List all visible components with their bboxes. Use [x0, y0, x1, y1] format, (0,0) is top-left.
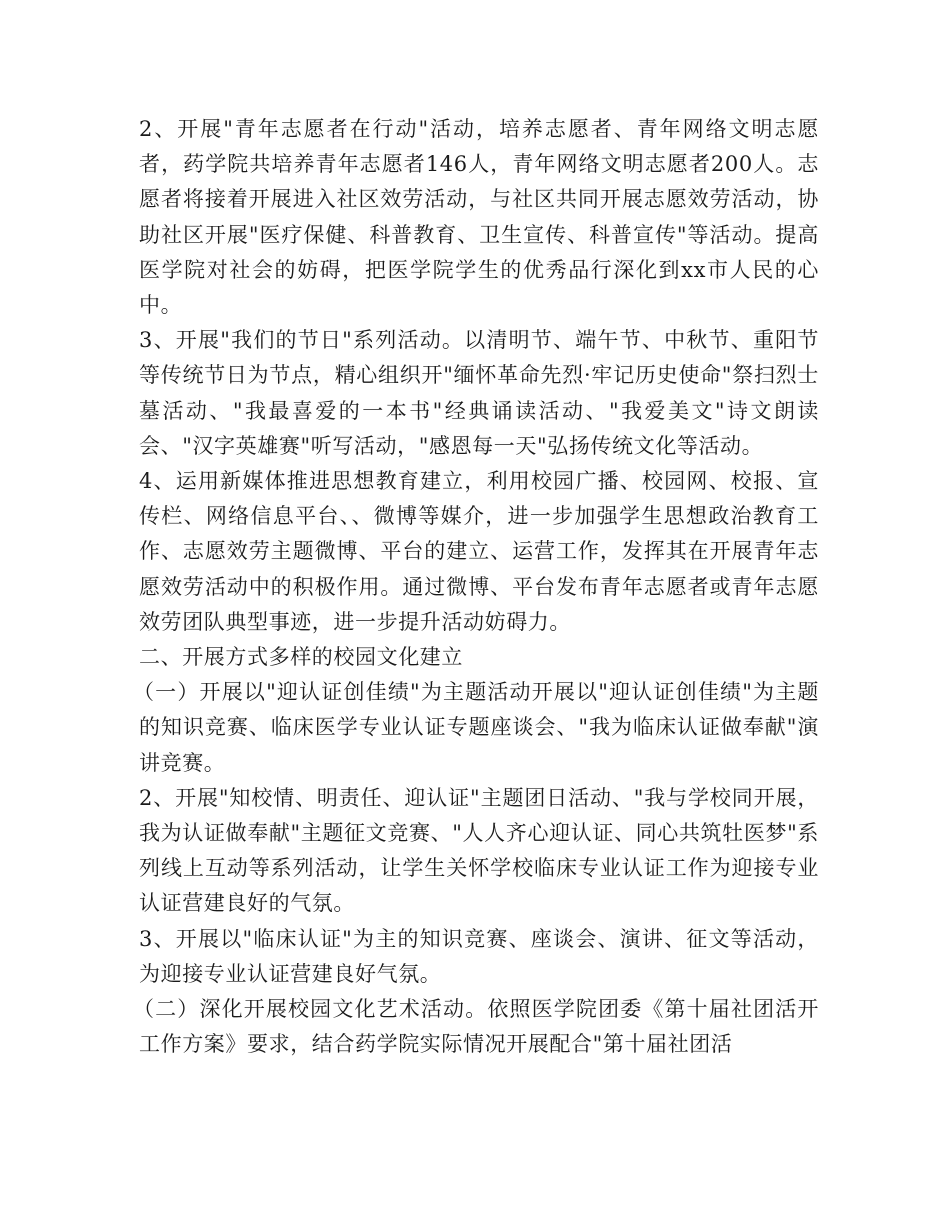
paragraph-our-festivals: 3、开展"我们的节日"系列活动。以清明节、端午节、中秋节、重阳节等传统节日为节点，精心组织开"缅怀革命先烈·牢记历史使命"祭扫烈士墓活动、"我最喜爱的一本书"经典诵读活动、"我爱美文"诗文朗读会、"汉字英雄赛"听写活动，"感恩每一天"弘扬传统文化等活动。: [139, 328, 819, 458]
paragraph-certification-theme: （一）开展以"迎认证创佳绩"为主题活动开展以"迎认证创佳绩"为主题的知识竞赛、临床医学专业认证专题座谈会、"我为临床认证做奉献"演讲竞赛。: [133, 680, 819, 775]
paragraph-clinical-certification: 3、开展以"临床认证"为主的知识竞赛、座谈会、演讲、征文等活动，为迎接专业认证营建良好气氛。: [139, 926, 819, 986]
paragraph-volunteer-action: 2、开展"青年志愿者在行动"活动，培养志愿者、青年网络文明志愿者，药学院共培养青年志愿者146人，青年网络文明志愿者200人。志愿者将接着开展进入社区效劳活动，与社区共同开展志愿效劳活动，协助社区开展"医疗保健、科普教育、卫生宣传、科普宣传"等活动。提高医学院对社会的妨碍，把医学院学生的优秀品行深化到xx市人民的心中。: [139, 117, 819, 318]
paragraph-league-day: 2、开展"知校情、明责任、迎认证"主题团日活动、"我与学校同开展，我为认证做奉献"主题征文竞赛、"人人齐心迎认证、同心共筑牡医梦"系列线上互动等系列活动，让学生关怀学校临床专业认证工作为迎接专业认证营建良好的气氛。: [139, 785, 819, 916]
document-body: [133, 112, 819, 1062]
paragraph-culture-art: （二）深化开展校园文化艺术活动。依照医学院团委《第十届社团活开工作方案》要求，结合药学院实际情况开展配合"第十届社团活: [133, 997, 819, 1057]
section-heading-campus-culture: 二、开展方式多样的校园文化建立: [139, 645, 463, 670]
paragraph-new-media: 4、运用新媒体推进思想教育建立，利用校园广播、校园网、校报、宣传栏、网络信息平台、、微博等媒介，进一步加强学生思想政治教育工作、志愿效劳主题微博、平台的建立、运营工作，发挥其在开展青年志愿效劳活动中的积极作用。通过微博、平台发布青年志愿者或青年志愿效劳团队典型事迹，进一步提升活动妨碍力。: [139, 469, 819, 634]
